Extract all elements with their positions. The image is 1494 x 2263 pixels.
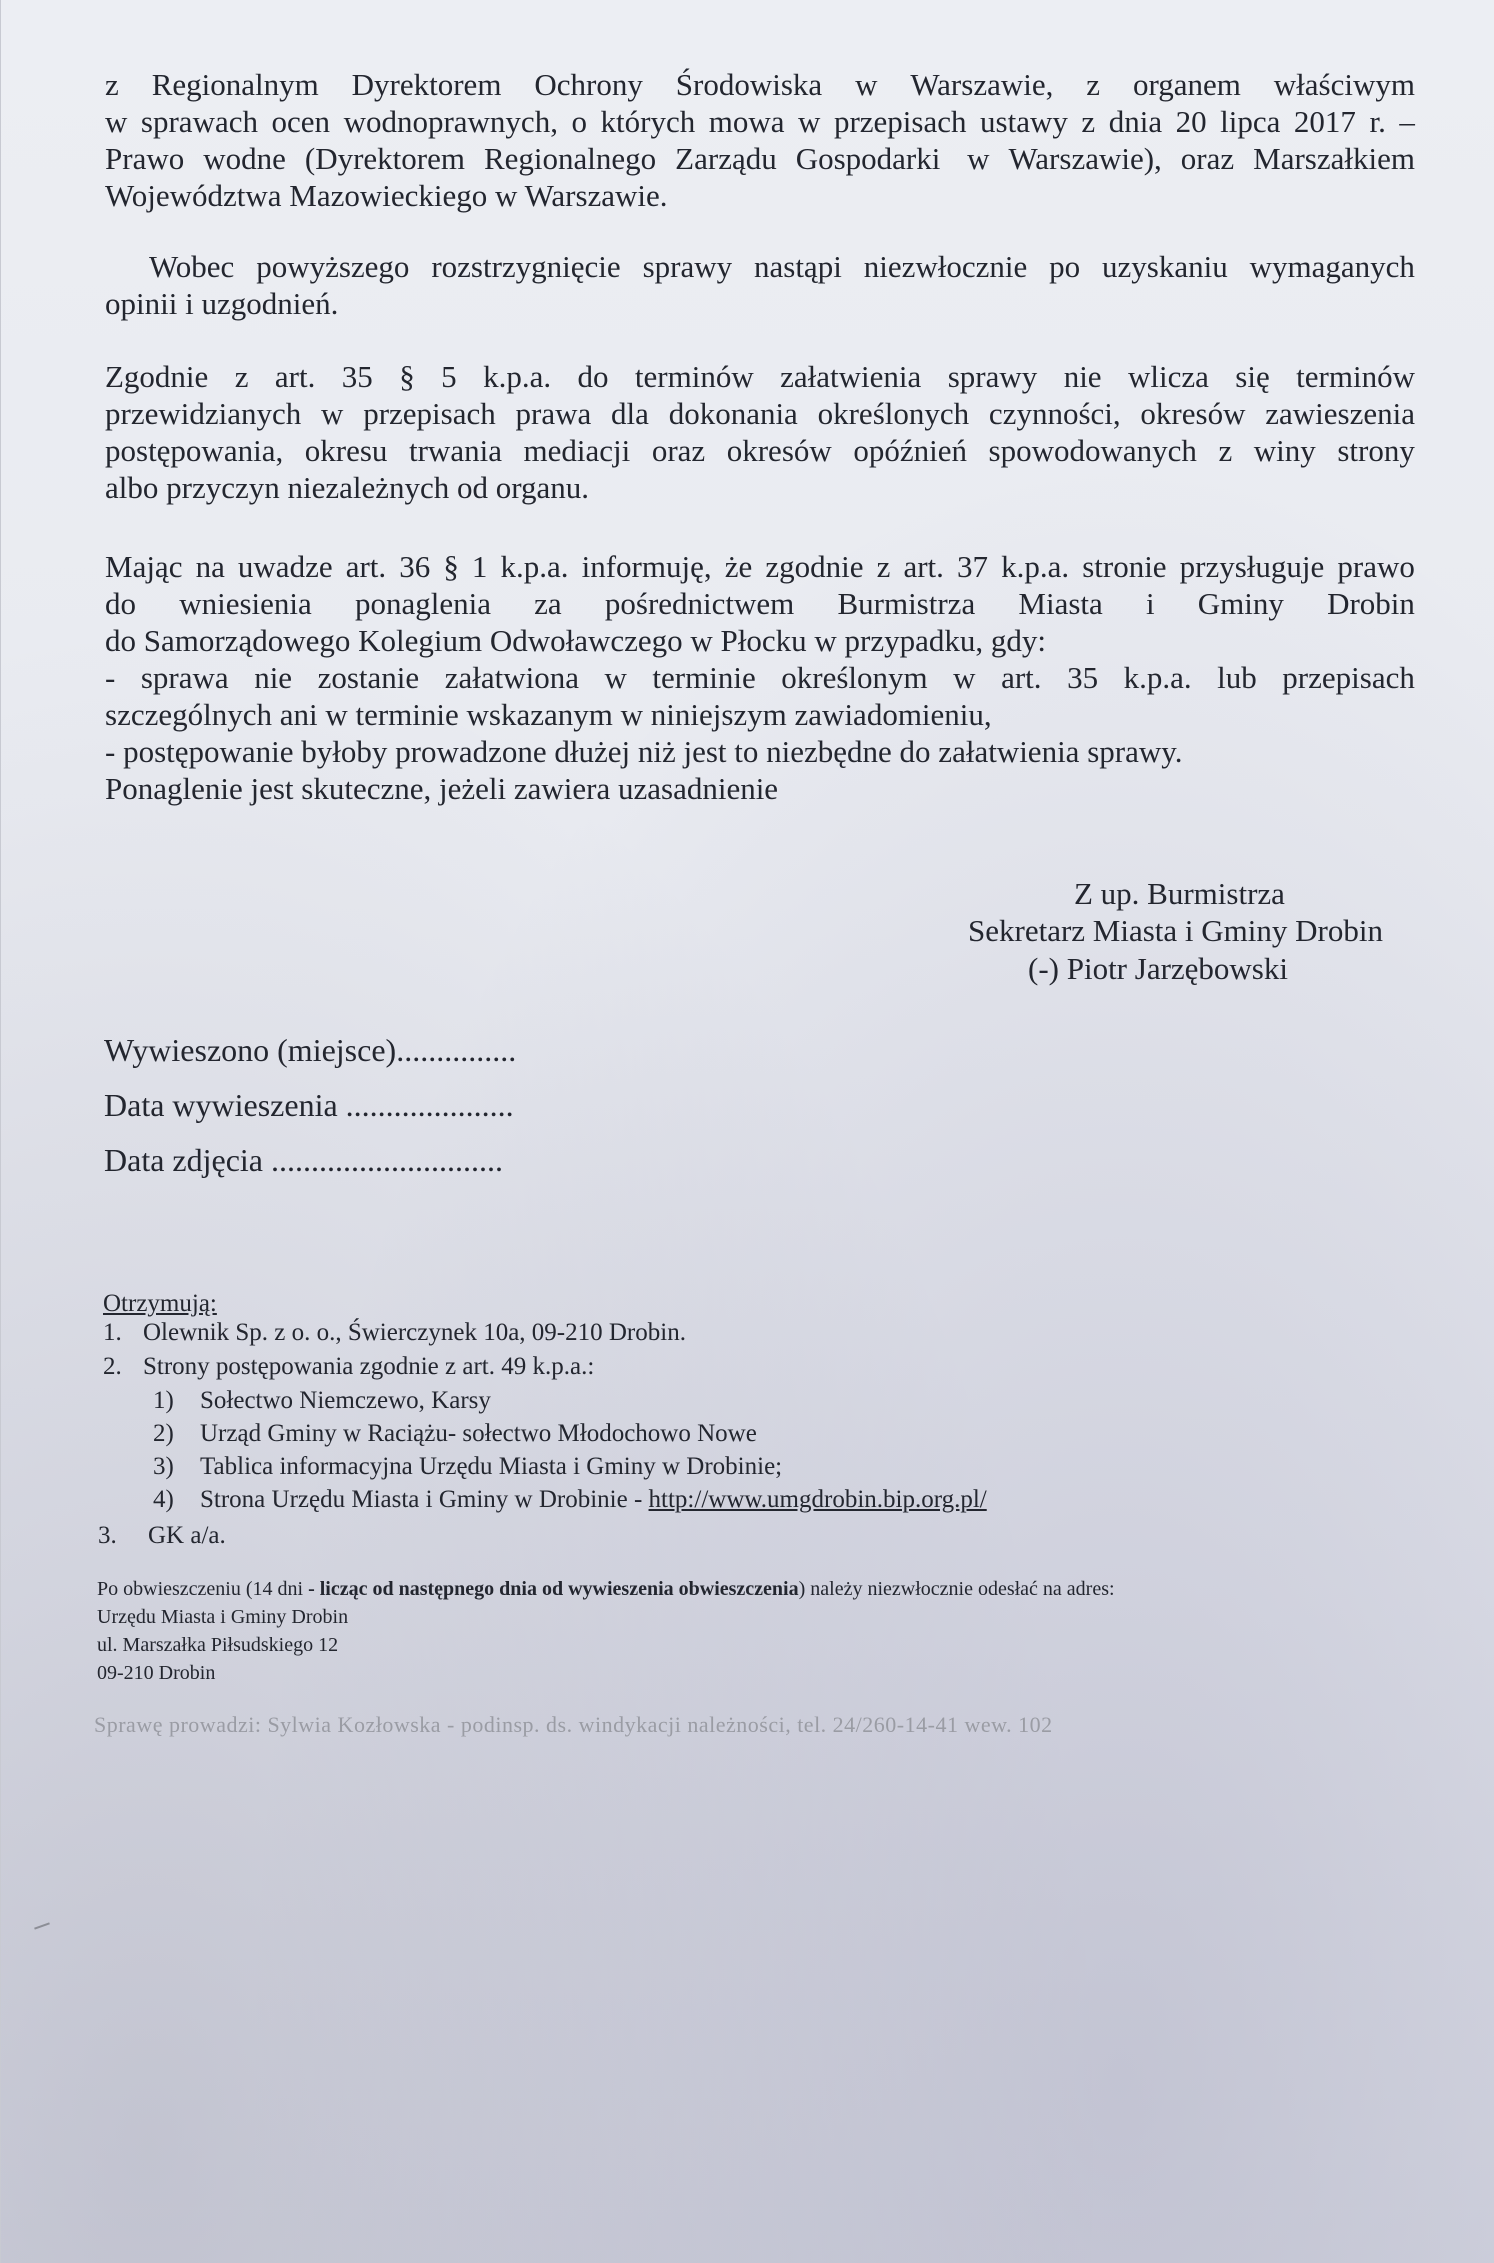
word: okresów bbox=[1140, 396, 1246, 431]
word: okresów bbox=[726, 433, 832, 468]
sub-recipient-1: Sołectwo Niemczewo, Karsy bbox=[200, 1387, 491, 1414]
recipient-1-number: 1. bbox=[103, 1319, 122, 1346]
word: z bbox=[234, 359, 249, 394]
word: uzyskaniu bbox=[1102, 249, 1228, 284]
bip-website-link[interactable]: http://www.umgdrobin.bip.org.pl/ bbox=[648, 1486, 987, 1513]
word: za bbox=[534, 586, 562, 621]
word: wodne bbox=[203, 141, 286, 176]
word: Burmistrza bbox=[837, 586, 976, 621]
word: w bbox=[953, 660, 976, 695]
word: zawieszenia bbox=[1265, 396, 1415, 431]
word: po bbox=[1049, 249, 1081, 284]
word: art. bbox=[1001, 660, 1042, 695]
word: czynności, bbox=[988, 396, 1121, 431]
word: załatwienia bbox=[780, 359, 922, 394]
p4-line-4 bbox=[105, 659, 1415, 696]
sub-recipient-4-number: 4) bbox=[153, 1486, 174, 1513]
word: Dyrektorem bbox=[351, 67, 502, 102]
word: nastąpi bbox=[754, 249, 842, 284]
word: i bbox=[1145, 586, 1155, 621]
recipient-3-number: 3. bbox=[98, 1522, 117, 1549]
word: informuję, bbox=[581, 549, 712, 584]
word: wlicza bbox=[1127, 359, 1209, 394]
word: powyższego bbox=[256, 249, 410, 284]
recipients-heading: Otrzymują: bbox=[103, 1290, 217, 1317]
word: w bbox=[321, 396, 344, 431]
sub-recipient-1-number: 1) bbox=[153, 1387, 174, 1414]
word: Prawo bbox=[105, 141, 185, 176]
word: Warszawie), bbox=[1008, 141, 1162, 176]
word: opóźnień bbox=[853, 433, 967, 468]
word: rozstrzygnięcie bbox=[431, 249, 621, 284]
sub-recipient-2-number: 2) bbox=[153, 1420, 174, 1447]
word: postępowania, bbox=[105, 433, 284, 468]
p1-line-1 bbox=[105, 66, 1415, 103]
word: do bbox=[577, 359, 609, 394]
word: oraz bbox=[651, 433, 706, 468]
recipient-2: Strony postępowania zgodnie z art. 49 k.p.a.: bbox=[143, 1353, 595, 1380]
sub-recipient-3: Tablica informacyjna Urzędu Miasta i Gminy w Drobinie; bbox=[200, 1453, 783, 1480]
word: z bbox=[105, 67, 119, 102]
word: ustawy bbox=[980, 104, 1068, 139]
p4-line-6: - postępowanie byłoby prowadzone dłużej niż jest to niezbędne do załatwienia sprawy. bbox=[105, 734, 1183, 769]
sub-recipient-3-number: 3) bbox=[153, 1453, 174, 1480]
word: winy bbox=[1253, 433, 1316, 468]
word: w bbox=[105, 104, 128, 139]
word: Marszałkiem bbox=[1253, 141, 1415, 176]
p2-line-2: opinii i uzgodnień. bbox=[105, 286, 339, 321]
word: właściwym bbox=[1273, 67, 1415, 102]
word: Wobec bbox=[149, 249, 235, 284]
word: stronie bbox=[1082, 549, 1167, 584]
word: trwania bbox=[409, 433, 502, 468]
p3-line-3 bbox=[105, 432, 1415, 469]
word: przepisach bbox=[1282, 660, 1415, 695]
word: terminów bbox=[1296, 359, 1415, 394]
word: 5 bbox=[441, 359, 457, 394]
p4-line-3: do Samorządowego Kolegium Odwoławczego w Płocku w przypadku, gdy: bbox=[105, 623, 1046, 658]
recipient-3: GK a/a. bbox=[148, 1522, 226, 1549]
word: Gminy bbox=[1197, 586, 1284, 621]
sub-recipient-4-text: Strona Urzędu Miasta i Gminy w Drobinie - bbox=[200, 1486, 649, 1513]
word: z bbox=[876, 549, 891, 584]
paper-mark bbox=[34, 1922, 50, 1929]
p4-line-7: Ponaglenie jest skuteczne, jeżeli zawiera uzasadnienie bbox=[105, 771, 779, 806]
notice-line-1-bold: - licząc od następnego dnia od wywieszenia obwieszczenia bbox=[308, 1578, 799, 1600]
word: których bbox=[600, 104, 696, 139]
word: Mając bbox=[105, 549, 183, 584]
word: prawo bbox=[1337, 549, 1415, 584]
notice-line-3: ul. Marszałka Piłsudskiego 12 bbox=[97, 1634, 339, 1656]
p4-line-5: szczególnych ani w terminie wskazanym w niniejszym zawiadomieniu, bbox=[105, 697, 992, 732]
word: k.p.a. bbox=[1001, 549, 1070, 584]
word: r. bbox=[1369, 104, 1386, 139]
sub-recipient-4 bbox=[200, 1486, 987, 1514]
word: § bbox=[399, 359, 415, 394]
word: 2017 bbox=[1293, 104, 1356, 139]
recipient-2-number: 2. bbox=[103, 1353, 122, 1380]
paragraph-appeal bbox=[105, 548, 1415, 807]
word: z bbox=[1218, 433, 1233, 468]
word: mowa bbox=[708, 104, 785, 139]
word: okresu bbox=[304, 433, 388, 468]
word: wniesienia bbox=[179, 586, 312, 621]
word: w bbox=[959, 141, 990, 176]
word: Zgodnie bbox=[105, 359, 209, 394]
word: z bbox=[1081, 104, 1096, 139]
word: 20 bbox=[1175, 104, 1207, 139]
word: wymaganych bbox=[1249, 249, 1415, 284]
word: terminie bbox=[652, 660, 756, 695]
notice-line-1-c: ) należy niezwłocznie odesłać na adres: bbox=[798, 1578, 1115, 1600]
word: sprawy bbox=[642, 249, 733, 284]
word: określonym bbox=[781, 660, 928, 695]
word: oraz bbox=[1180, 141, 1235, 176]
word: k.p.a. bbox=[1123, 660, 1192, 695]
word: Ochrony bbox=[534, 67, 643, 102]
signature-line-1: Z up. Burmistrza bbox=[1074, 876, 1285, 911]
paragraph-resolution bbox=[105, 248, 1415, 322]
word: Drobin bbox=[1327, 586, 1415, 621]
word: ponaglenia bbox=[354, 586, 491, 621]
word: art. bbox=[274, 359, 316, 394]
notice-line-1 bbox=[97, 1575, 1115, 1603]
p4-line-2 bbox=[105, 585, 1415, 622]
p3-line-4: albo przyczyn niezależnych od organu. bbox=[105, 470, 590, 505]
word: ocen bbox=[271, 104, 331, 139]
notice-line-1-a: Po obwieszczeniu (14 dni bbox=[97, 1578, 309, 1600]
word: przepisach bbox=[833, 104, 967, 139]
word: pośrednictwem bbox=[604, 586, 795, 621]
p2-line-1 bbox=[105, 248, 1415, 285]
sub-recipient-2: Urząd Gminy w Raciążu- sołectwo Młodochowo Nowe bbox=[200, 1420, 757, 1447]
word: nie bbox=[1063, 359, 1102, 394]
p4-line-1 bbox=[105, 548, 1415, 585]
word: lub bbox=[1217, 660, 1257, 695]
word: Miasta bbox=[1018, 586, 1103, 621]
word: uwadze bbox=[237, 549, 333, 584]
word: 1 bbox=[471, 549, 488, 584]
word: k.p.a. bbox=[500, 549, 569, 584]
notice-line-2: Urzędu Miasta i Gminy Drobin bbox=[97, 1606, 349, 1628]
posted-date-field: Data wywieszenia ..................... bbox=[104, 1087, 514, 1123]
case-handler-footer: Sprawę prowadzi: Sylwia Kozłowska - podinsp. ds. windykacji należności, tel. 24/260-14-41 wew. 102 bbox=[94, 1712, 1053, 1737]
recipient-1: Olewnik Sp. z o. o., Świerczynek 10a, 09-210 Drobin. bbox=[143, 1319, 686, 1346]
word: art. bbox=[345, 549, 387, 584]
word: 37 bbox=[956, 549, 988, 584]
word: strony bbox=[1337, 433, 1415, 468]
p1-line-3 bbox=[105, 140, 1415, 177]
word: mediacji bbox=[523, 433, 631, 468]
signature-line-3: (-) Piotr Jarzębowski bbox=[1028, 951, 1288, 986]
paragraph-deadlines bbox=[105, 358, 1415, 506]
word: w bbox=[855, 67, 878, 102]
word: dla bbox=[611, 396, 649, 431]
word: o bbox=[571, 104, 587, 139]
word: zostanie bbox=[317, 660, 420, 695]
word: – bbox=[1399, 104, 1415, 139]
p1-line-2 bbox=[105, 103, 1415, 140]
word: art. bbox=[903, 549, 944, 584]
word: w bbox=[604, 660, 627, 695]
word: wodnoprawnych, bbox=[343, 104, 558, 139]
word: niezwłocznie bbox=[863, 249, 1028, 284]
word: organem bbox=[1132, 67, 1241, 102]
p3-line-2 bbox=[105, 395, 1415, 432]
word: przewidzianych bbox=[105, 396, 302, 431]
word: Regionalnym bbox=[151, 67, 319, 102]
notice-line-4: 09-210 Drobin bbox=[97, 1662, 216, 1684]
word: że bbox=[724, 549, 753, 584]
word: spowodowanych bbox=[988, 433, 1197, 468]
removed-date-field: Data zdjęcia ............................. bbox=[104, 1142, 503, 1178]
p3-line-1 bbox=[105, 358, 1415, 395]
word: 36 bbox=[399, 549, 431, 584]
word: sprawy bbox=[947, 359, 1038, 394]
word: k.p.a. bbox=[483, 359, 552, 394]
word: się bbox=[1235, 359, 1270, 394]
word: do bbox=[105, 586, 136, 621]
word: sprawach bbox=[140, 104, 258, 139]
word: nie bbox=[254, 660, 293, 695]
word: - bbox=[105, 660, 116, 695]
word: Gospodarki bbox=[795, 141, 941, 176]
word: zgodnie bbox=[765, 549, 864, 584]
word: 35 bbox=[1067, 660, 1099, 695]
word: Środowiska bbox=[675, 67, 823, 102]
word: z bbox=[1086, 67, 1101, 102]
paragraph-consultations bbox=[105, 66, 1415, 214]
word: na bbox=[195, 549, 225, 584]
word: przysługuje bbox=[1179, 549, 1325, 584]
p1-line-4: Województwa Mazowieckiego w Warszawie. bbox=[105, 178, 668, 213]
word: załatwiona bbox=[444, 660, 579, 695]
word: Zarządu bbox=[675, 141, 777, 176]
word: terminów bbox=[634, 359, 754, 394]
word: przepisach bbox=[363, 396, 496, 431]
word: dokonania bbox=[668, 396, 798, 431]
word: Warszawie, bbox=[910, 67, 1054, 102]
word: określonych bbox=[817, 396, 970, 431]
posted-place-field: Wywieszono (miejsce)............... bbox=[104, 1032, 517, 1068]
word: sprawa bbox=[140, 660, 229, 695]
signature-line-2: Sekretarz Miasta i Gminy Drobin bbox=[968, 913, 1383, 948]
word: 35 bbox=[341, 359, 373, 394]
word: dnia bbox=[1108, 104, 1163, 139]
word: § bbox=[443, 549, 459, 584]
word: (Dyrektorem bbox=[304, 141, 465, 176]
word: lipca bbox=[1220, 104, 1281, 139]
word: prawa bbox=[515, 396, 592, 431]
word: w bbox=[798, 104, 821, 139]
word: Regionalnego bbox=[483, 141, 657, 176]
